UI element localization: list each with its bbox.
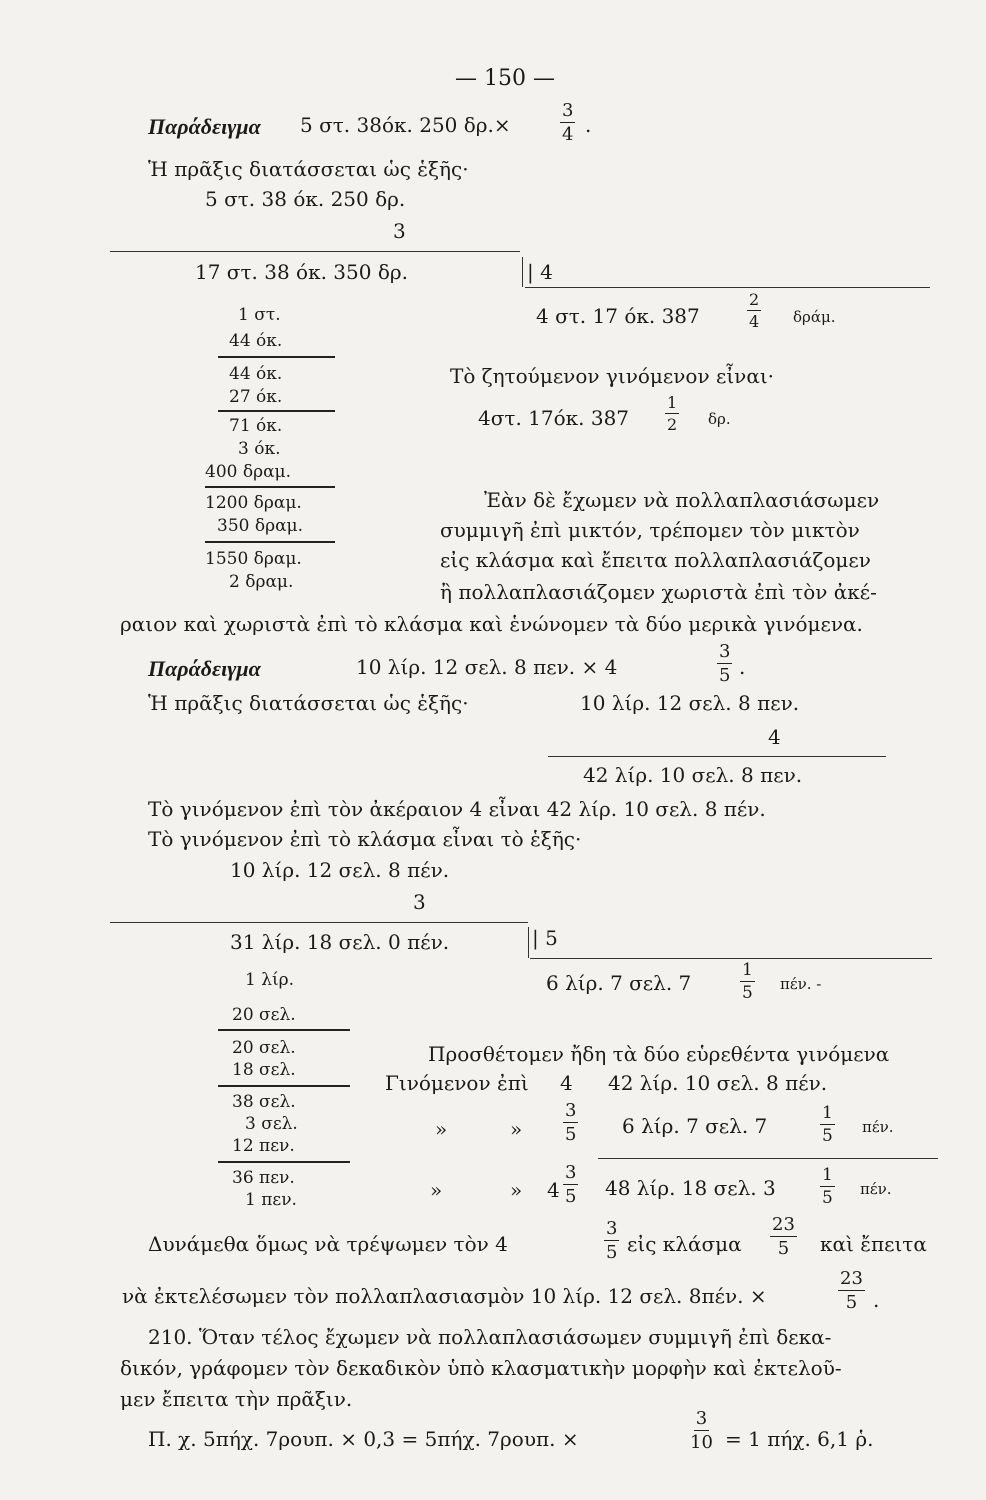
work-line: 1 λίρ. <box>245 970 295 990</box>
text-line: Τὸ γινόμενον ἐπὶ τὸ κλάσμα εἶναι τὸ ἑξῆς· <box>148 827 582 851</box>
rule <box>525 287 930 288</box>
ditto-mark: » <box>435 1117 448 1141</box>
sum-value: 48 λίρ. 18 σελ. 3 <box>605 1176 776 1200</box>
inline-fraction: 23 5 <box>840 1268 863 1313</box>
sum-multiplier: 4 <box>547 1178 560 1202</box>
multiplicand-row: 10 λίρ. 12 σελ. 8 πέν. <box>230 858 450 882</box>
sum-unit: πέν. <box>860 1180 892 1198</box>
division-bar <box>528 927 529 958</box>
intro-text: Ἡ πρᾶξις διατάσσεται ὡς ἑξῆς· <box>148 157 469 181</box>
text-line: Προσθέτομεν ἤδη τὰ δύο εὑρεθέντα γινόμενα <box>428 1042 890 1066</box>
work-line: 27 όκ. <box>229 387 283 407</box>
work-line: 71 όκ. <box>229 416 283 436</box>
example-heading: Παράδειγμα <box>148 656 261 681</box>
text-line: Τὸ γινόμενον ἐπὶ τὸν ἀκέραιον 4 εἶναι 42 λίρ. 10 σελ. 8 πέν. <box>148 797 766 821</box>
ditto-mark: » <box>430 1178 443 1202</box>
rule <box>205 486 335 488</box>
divisor: | 4 <box>527 260 553 284</box>
work-line: 3 όκ. <box>238 439 281 459</box>
multiplier: 4 <box>768 725 781 749</box>
rule <box>598 1158 938 1159</box>
period: . <box>873 1288 880 1312</box>
example-expression: 10 λίρ. 12 σελ. 8 πεν. × 4 <box>356 655 618 679</box>
work-line: 1 στ. <box>238 305 281 325</box>
quotient-unit: πέν. - <box>780 975 822 993</box>
paragraph-line: μεν ἔπειτα τὴν πρᾶξιν. <box>120 1387 353 1411</box>
quotient: 6 λίρ. 7 σελ. 7 <box>546 971 692 995</box>
work-line: 1550 δραμ. <box>205 549 302 569</box>
quotient-fraction: 1 5 <box>742 960 753 1003</box>
quotient-unit: δράμ. <box>793 308 836 326</box>
sum-value-fraction: 1 5 <box>822 1103 833 1146</box>
multiplicand-row: 10 λίρ. 12 σελ. 8 πεν. <box>580 691 800 715</box>
rule <box>548 756 886 757</box>
paragraph-line: συμμιγῆ ἐπὶ μικτόν, τρέπομεν τὸν μικτὸν <box>440 518 860 542</box>
work-line: 18 σελ. <box>232 1060 296 1080</box>
product-row: 31 λίρ. 18 σελ. 0 πέν. <box>230 930 450 954</box>
paragraph-line: νὰ ἐκτελέσωμεν τὸν πολλαπλασιασμὸν 10 λίρ. 12 σελ. 8πέν. × <box>122 1284 767 1308</box>
example-fraction: 3 5 <box>719 641 731 686</box>
example-line: = 1 πήχ. 6,1 ῥ. <box>725 1427 874 1451</box>
work-line: 44 όκ. <box>229 331 283 351</box>
quotient: 4 στ. 17 όκ. 387 <box>536 304 700 328</box>
work-line: 20 σελ. <box>232 1005 296 1025</box>
sum-unit: πέν. <box>862 1118 894 1136</box>
work-line: 2 δραμ. <box>229 572 294 592</box>
result-fraction: 1 2 <box>667 393 678 434</box>
rule <box>218 1029 350 1031</box>
quotient-fraction: 2 4 <box>749 290 760 331</box>
rule <box>218 410 335 412</box>
product-row: 17 στ. 38 όκ. 350 δρ. <box>195 260 408 284</box>
period: . <box>585 113 592 137</box>
paragraph-line: εἰς κλάσμα <box>627 1232 742 1256</box>
result-unit: δρ. <box>708 410 731 428</box>
work-line: 36 πεν. <box>232 1168 295 1188</box>
inline-fraction: 3 5 <box>606 1218 618 1263</box>
sum-label: Γινόμενον ἐπὶ <box>385 1071 529 1095</box>
sum-fraction: 3 5 <box>565 1100 577 1145</box>
work-line: 350 δραμ. <box>217 516 304 536</box>
paragraph-line: 210. Ὅταν τέλος ἔχωμεν νὰ πολλαπλασιάσωμεν συμμιγῆ ἐπὶ δεκα- <box>148 1325 832 1349</box>
intro-text: Ἡ πρᾶξις διατάσσεται ὡς ἑξῆς· <box>148 691 469 715</box>
example-heading: Παράδειγμα <box>148 114 261 139</box>
rule <box>218 1085 350 1087</box>
rule <box>218 1161 350 1163</box>
paragraph-line: εἰς κλάσμα καὶ ἔπειτα πολλαπλασιάζομεν <box>440 548 871 572</box>
work-line: 38 σελ. <box>232 1092 296 1112</box>
division-bar <box>522 257 523 287</box>
paragraph-line: Ἐὰν δὲ ἔχωμεν νὰ πολλαπλασιάσωμεν <box>484 488 880 512</box>
inline-fraction: 23 5 <box>772 1214 795 1259</box>
work-line: 400 δραμ. <box>205 462 292 482</box>
rule <box>110 922 528 923</box>
work-line: 20 σελ. <box>232 1038 296 1058</box>
divisor: | 5 <box>532 926 558 950</box>
product-row: 42 λίρ. 10 σελ. 8 πεν. <box>583 763 803 787</box>
paragraph-line: καὶ ἔπειτα <box>820 1232 927 1256</box>
sum-value: 42 λίρ. 10 σελ. 8 πέν. <box>608 1071 828 1095</box>
multiplier: 3 <box>393 219 406 243</box>
result-value: 4στ. 17όκ. 387 <box>478 406 630 430</box>
sum-value-fraction: 1 5 <box>822 1165 833 1208</box>
multiplicand-row: 5 στ. 38 όκ. 250 δρ. <box>205 187 406 211</box>
paragraph-line: ραιον καὶ χωριστὰ ἐπὶ τὸ κλάσμα καὶ ἑνώνομεν τὰ δύο μερικὰ γινόμενα. <box>120 612 863 636</box>
paragraph-line: Δυνάμεθα ὅμως νὰ τρέψωμεν τὸν 4 <box>148 1232 508 1256</box>
sum-value: 6 λίρ. 7 σελ. 7 <box>622 1114 768 1138</box>
result-label: Τὸ ζητούμενον γινόμενον εἶναι· <box>450 364 775 388</box>
ditto-mark: » <box>510 1178 523 1202</box>
inline-fraction: 3 10 <box>690 1408 713 1453</box>
multiplier: 3 <box>413 890 426 914</box>
paragraph-line: δικόν, γράφομεν τὸν δεκαδικὸν ὑπὸ κλασματικὴν μορφὴν καὶ ἐκτελοῦ- <box>120 1356 842 1380</box>
rule <box>530 958 932 959</box>
sum-fraction: 3 5 <box>565 1162 577 1207</box>
page-number: — 150 — <box>455 66 555 91</box>
work-line: 44 όκ. <box>229 364 283 384</box>
sum-multiplier: 4 <box>560 1071 573 1095</box>
rule <box>110 251 520 252</box>
rule <box>218 356 335 358</box>
work-line: 3 σελ. <box>245 1114 298 1134</box>
rule <box>205 541 335 543</box>
example-fraction: 3 4 <box>562 100 574 145</box>
work-line: 12 πεν. <box>232 1136 295 1156</box>
example-expression: 5 στ. 38όκ. 250 δρ.× <box>300 113 511 137</box>
paragraph-line: ἢ πολλαπλασιάζομεν χωριστὰ ἐπὶ τὸν ἀκέ- <box>440 580 877 604</box>
ditto-mark: » <box>510 1117 523 1141</box>
example-line: Π. χ. 5πήχ. 7ρουπ. × 0,3 = 5πήχ. 7ρουπ. × <box>148 1427 579 1451</box>
work-line: 1 πεν. <box>245 1190 297 1210</box>
work-line: 1200 δραμ. <box>205 493 302 513</box>
period: . <box>739 655 746 679</box>
